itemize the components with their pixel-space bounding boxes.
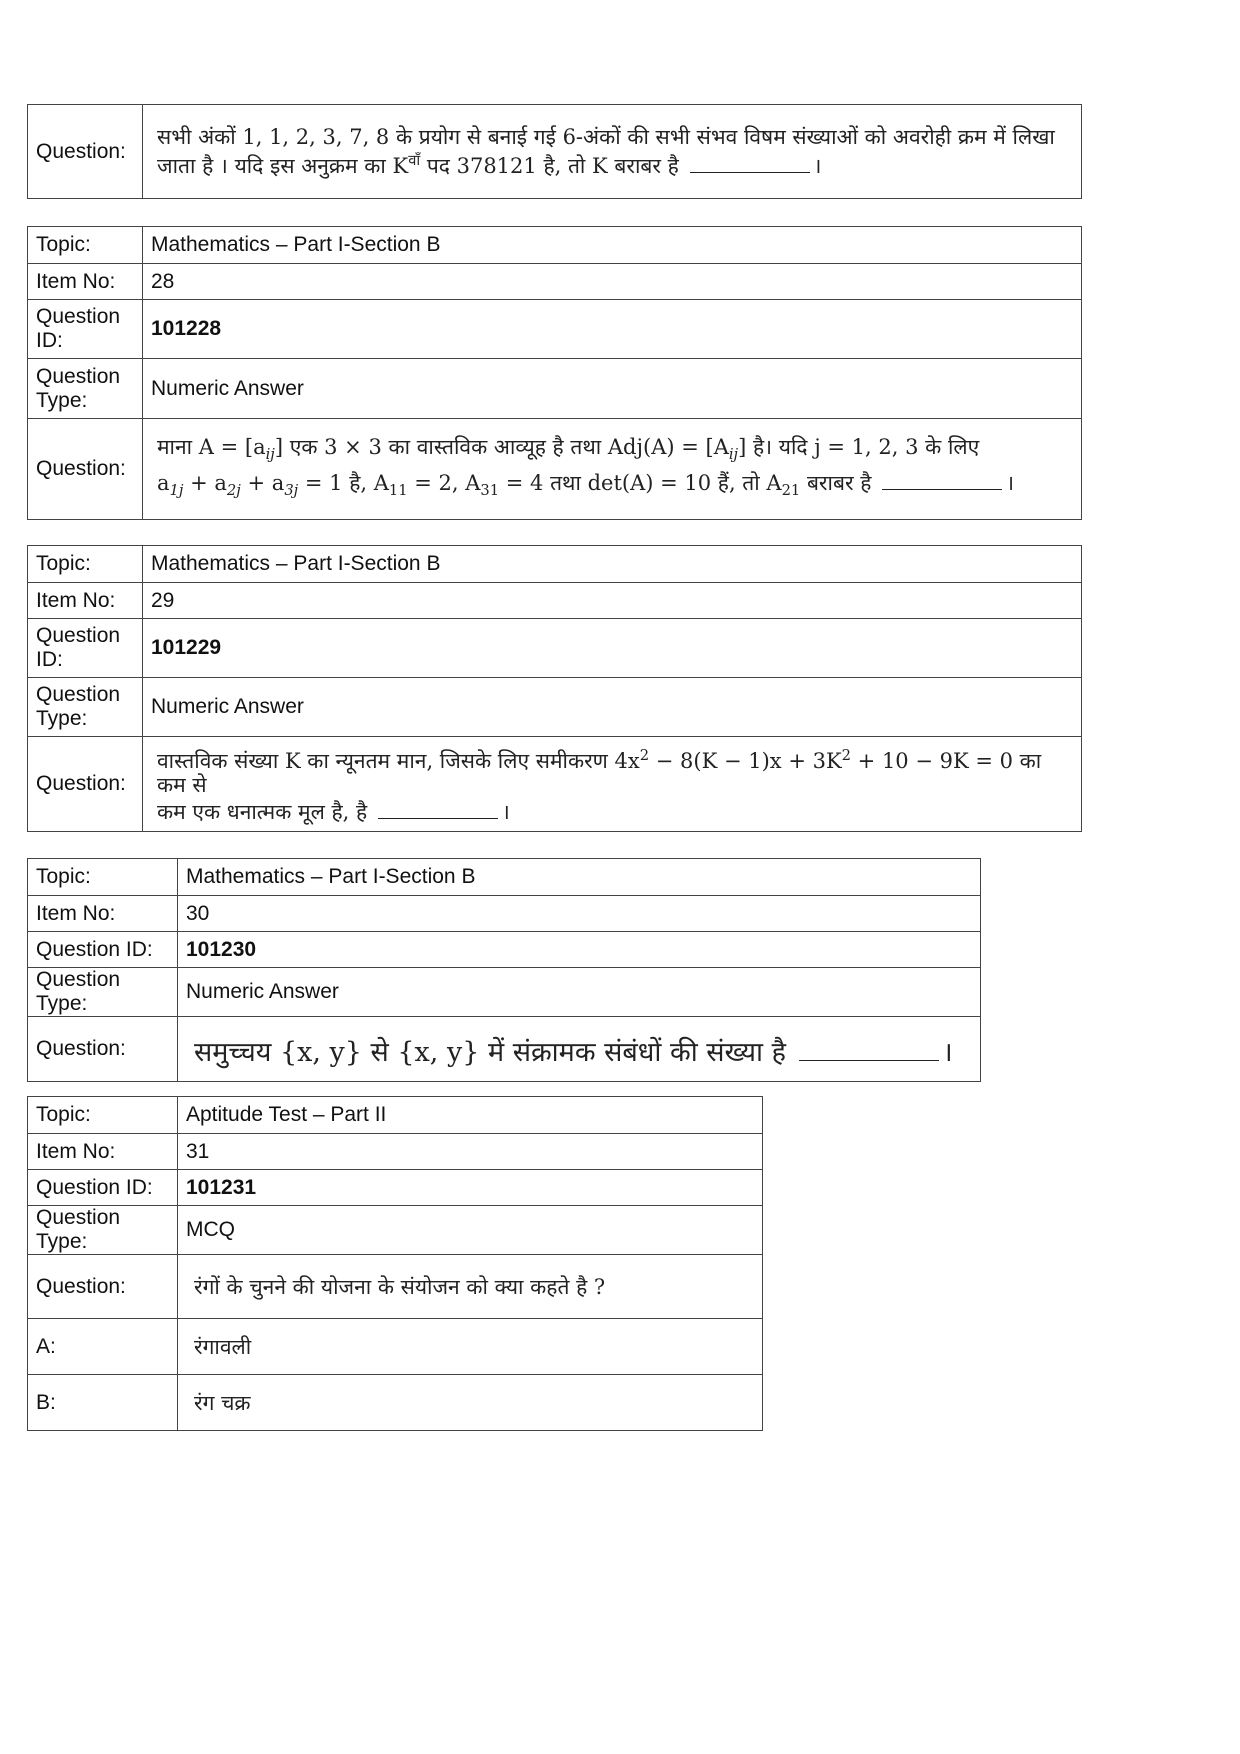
- topic-label: Topic:: [28, 546, 143, 583]
- option-a-label: A:: [28, 1319, 178, 1375]
- topic-value: Aptitude Test – Part II: [178, 1097, 763, 1134]
- option-b-text: रंग चक्र: [178, 1375, 763, 1431]
- item-no-value: 30: [178, 896, 981, 932]
- question-table-30: [27, 858, 981, 1082]
- question-id-label: Question ID:: [28, 1170, 178, 1206]
- item-no-label: Item No:: [28, 1134, 178, 1170]
- question-label: Question:: [28, 105, 143, 199]
- item-no-value: 31: [178, 1134, 763, 1170]
- question-type-label: Question Type:: [28, 968, 178, 1017]
- question-id-label: Question ID:: [28, 300, 143, 359]
- question-id-value: 101229: [143, 619, 1082, 678]
- question-text: माना $A = [a_{ij}]$ एक 3 × 3 का वास्तविक आव्यूह है तथा $Adj(A) = [A_{ij}]$ है। यदि j = 1, 2, 3 के लिए $a_{1j} + a_{2j} + a_{3j} = 1$ है, $A_{11} = 2$, $A_{31} = 4$ तथा det(A) = 10 हैं, तो $A_{21}$ बराबर है ।: [143, 419, 1082, 520]
- question-type-label: Question Type:: [28, 678, 143, 737]
- question-label: Question:: [28, 1017, 178, 1082]
- option-a-text: रंगावली: [178, 1319, 763, 1375]
- item-no-value: 29: [143, 583, 1082, 619]
- question-text: वास्तविक संख्या K का न्यूनतम मान, जिसके लिए समीकरण $4x^2 - 8(K - 1)x + 3K^2 + 10 - 9K = 0$ का कम से कम एक धनात्मक मूल है, है ।: [143, 737, 1082, 832]
- topic-value: Mathematics – Part I-Section B: [143, 227, 1082, 264]
- topic-value: Mathematics – Part I-Section B: [178, 859, 981, 896]
- answer-blank: [690, 151, 810, 173]
- question-id-label: Question ID:: [28, 932, 178, 968]
- question-table-31: [27, 1096, 763, 1431]
- question-label: Question:: [28, 419, 143, 520]
- danda: ।: [813, 154, 822, 178]
- answer-blank: [882, 468, 1002, 490]
- option-b-label: B:: [28, 1375, 178, 1431]
- topic-label: Topic:: [28, 859, 178, 896]
- question-type-value: Numeric Answer: [178, 968, 981, 1017]
- question-label: Question:: [28, 1255, 178, 1319]
- question-text: समुच्चय {x, y} से {x, y} में संक्रामक संबंधों की संख्या है ।: [178, 1017, 981, 1082]
- ordinal-suffix: वाँ: [408, 152, 421, 169]
- topic-value: Mathematics – Part I-Section B: [143, 546, 1082, 583]
- answer-blank: [799, 1033, 939, 1061]
- question-id-value: 101230: [178, 932, 981, 968]
- question-type-value: MCQ: [178, 1206, 763, 1255]
- question-table-29: [27, 545, 1082, 832]
- question-type-label: Question Type:: [28, 359, 143, 419]
- question-id-value: 101228: [143, 300, 1082, 359]
- item-no-label: Item No:: [28, 896, 178, 932]
- question-label: Question:: [28, 737, 143, 832]
- question-line-2: जाता है । यदि इस अनुक्रम का K: [157, 154, 409, 178]
- topic-label: Topic:: [28, 227, 143, 264]
- item-no-value: 28: [143, 264, 1082, 300]
- topic-label: Topic:: [28, 1097, 178, 1134]
- question-text: [143, 105, 1082, 199]
- question-id-value: 101231: [178, 1170, 763, 1206]
- question-text: रंगों के चुनने की योजना के संयोजन को क्या कहते है ?: [178, 1255, 763, 1319]
- question-type-value: Numeric Answer: [143, 359, 1082, 419]
- item-no-label: Item No:: [28, 264, 143, 300]
- question-table-28: [27, 226, 1082, 520]
- item-no-label: Item No:: [28, 583, 143, 619]
- question-line-2b: पद 378121 है, तो K बराबर है: [420, 154, 679, 178]
- question-type-label: Question Type:: [28, 1206, 178, 1255]
- answer-blank: [378, 797, 498, 819]
- question-id-label: Question ID:: [28, 619, 143, 678]
- question-line-1: सभी अंकों 1, 1, 2, 3, 7, 8 के प्रयोग से बनाई गई 6-अंकों की सभी संभव विषम संख्याओं को अवरोही क्रम में लिखा: [157, 125, 1055, 149]
- question-table-27: [27, 104, 1082, 199]
- question-type-value: Numeric Answer: [143, 678, 1082, 737]
